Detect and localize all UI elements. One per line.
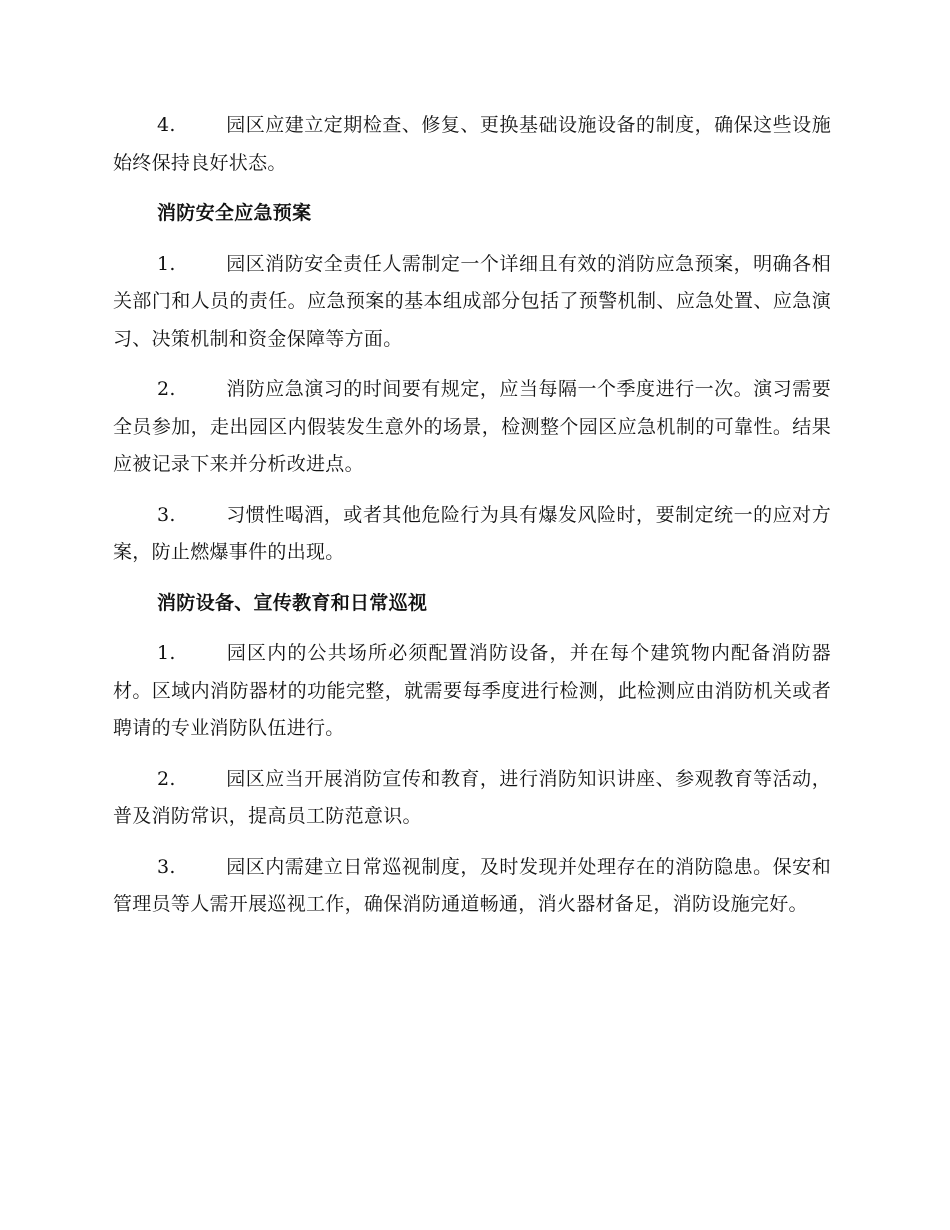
paragraph-item: [113, 371, 831, 484]
section-heading: 消防设备、宣传教育和日常巡视: [157, 591, 428, 614]
paragraph-text: 园区内的公共场所必须配置消防设备，并在每个建筑物内配备消防器材。区域内消防器材的功能完整，就需要每季度进行检测，此检测应由消防机关或者聘请的专业消防队伍进行。: [113, 642, 831, 739]
paragraph-number: 2.: [157, 767, 176, 790]
paragraph-number: 4.: [157, 114, 176, 136]
paragraph-text: 园区应建立定期检查、修复、更换基础设施设备的制度，确保这些设施始终保持良好状态。: [113, 114, 831, 174]
paragraph-number: 2.: [157, 378, 176, 400]
document-body: [113, 107, 831, 937]
paragraph-number: 1.: [157, 252, 176, 275]
paragraph-item: [113, 849, 831, 924]
paragraph-text: 园区消防安全责任人需制定一个详细且有效的消防应急预案，明确各相关部门和人员的责任。应急预案的基本组成部分包括了预警机制、应急处置、应急演习、决策机制和资金保障等方面。: [113, 252, 831, 350]
section-heading: 消防安全应急预案: [157, 202, 312, 224]
paragraph-item: [113, 635, 831, 748]
paragraph-text: 消防应急演习的时间要有规定，应当每隔一个季度进行一次。演习需要全员参加，走出园区内假装发生意外的场景，检测整个园区应急机制的可靠性。结果应被记录下来并分析改进点。: [113, 378, 831, 475]
paragraph-text: 园区应当开展消防宣传和教育，进行消防知识讲座、参观教育等活动，普及消防常识，提高员工防范意识。: [113, 767, 831, 827]
paragraph-item: [113, 761, 831, 836]
paragraph-number: 3.: [157, 503, 176, 526]
paragraph-number: 3.: [157, 855, 176, 878]
paragraph-text: 园区内需建立日常巡视制度，及时发现并处理存在的消防隐患。保安和管理员等人需开展巡视工作，确保消防通道畅通，消火器材备足，消防设施完好。: [113, 855, 831, 915]
paragraph-item: [113, 497, 831, 572]
paragraph-item: [113, 246, 831, 359]
paragraph-item: [113, 107, 831, 182]
paragraph-number: 1.: [157, 642, 176, 664]
paragraph-text: 习惯性喝酒，或者其他危险行为具有爆发风险时，要制定统一的应对方案，防止燃爆事件的出现。: [113, 503, 831, 563]
